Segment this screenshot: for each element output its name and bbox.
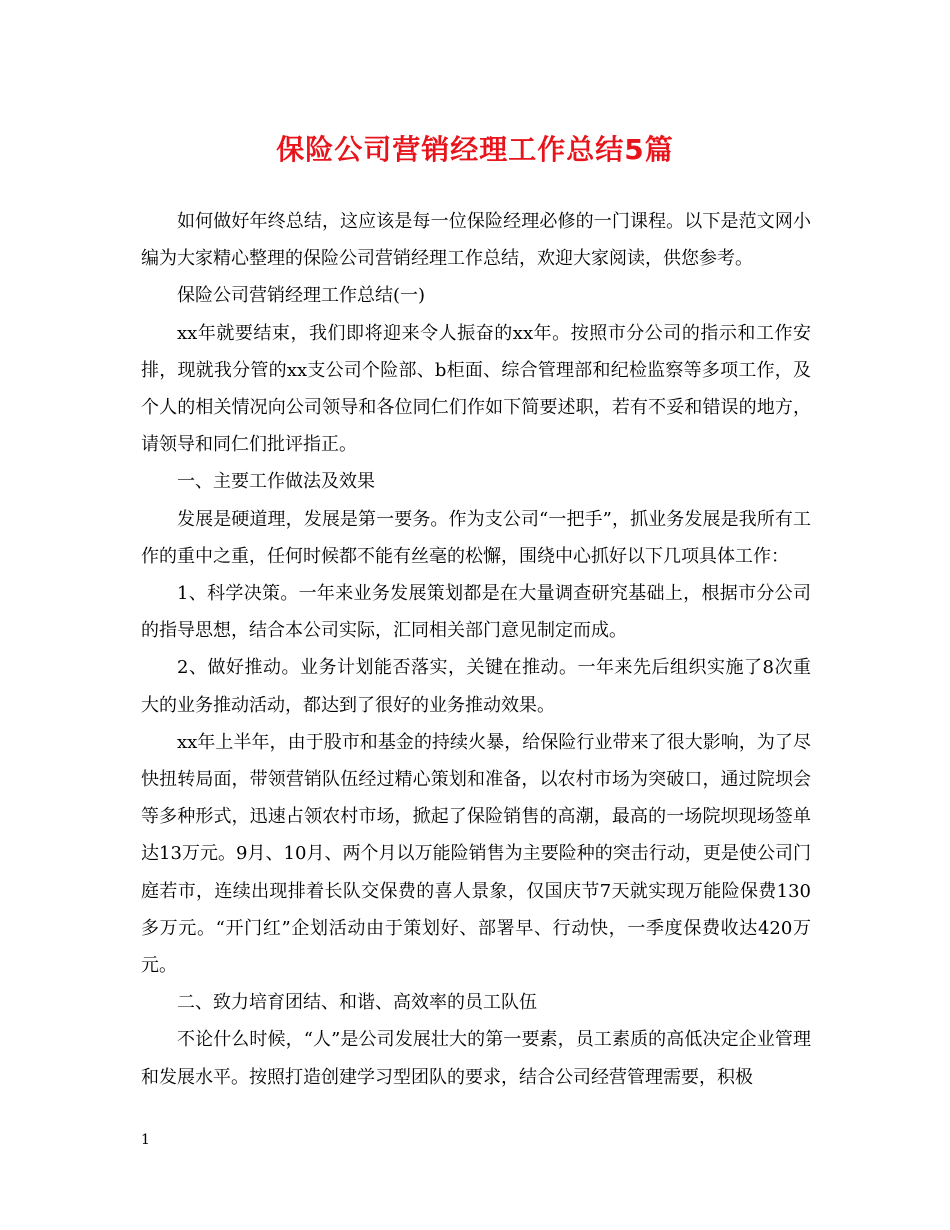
document-title: 保险公司营销经理工作总结5篇 [276,133,674,166]
list-item-promotion: 2、做好推动。业务计划能否落实，关键在推动。一年来先后组织实施了8次重大的业务推动活动，都达到了很好的业务推动效果。 [141,657,811,716]
paragraph: xx年就要结束，我们即将迎来令人振奋的xx年。按照市分公司的指示和工作安排，现就我分管的xx支公司个险部、b柜面、综合管理部和纪检监察等多项工作，及个人的相关情况向公司领导和各位同仁们作如下简要述职，若有不妥和错误的地方，请领导和同仁们批评指正。 [141,322,811,456]
document-body [141,203,811,1096]
section-heading-team: 二、致力培育团结、和谐、高效率的员工队伍 [177,992,537,1014]
paragraph: xx年上半年，由于股市和基金的持续火暴，给保险行业带来了很大影响，为了尽快扭转局面，带领营销队伍经过精心策划和准备，以农村市场为突破口，通过院坝会等多种形式，迅速占领农村市场，掀起了保险销售的高潮，最高的一场院坝现场签单达13万元。9月、10月、两个月以万能险销售为主要险种的突击行动，更是使公司门庭若市，连续出现排着长队交保费的喜人景象，仅国庆节7天就实现万能险保费130多万元。“开门红”企划活动由于策划好、部署早、行动快，一季度保费收达420万元。 [141,731,811,977]
paragraph-intro: 如何做好年终总结，这应该是每一位保险经理必修的一门课程。以下是范文网小编为大家精心整理的保险公司营销经理工作总结，欢迎大家阅读，供您参考。 [141,211,811,270]
page-number: 1 [141,1132,150,1148]
paragraph: 不论什么时候，“人”是公司发展壮大的第一要素，员工素质的高低决定企业管理和发展水平。按照打造创建学习型团队的要求，结合公司经营管理需要，积极 [141,1029,811,1088]
section-heading-main-work: 一、主要工作做法及效果 [177,471,375,493]
list-item-decision: 1、科学决策。一年来业务发展策划都是在大量调查研究基础上，根据市分公司的指导思想，结合本公司实际，汇同相关部门意见制定而成。 [141,583,811,642]
paragraph: 发展是硬道理，发展是第一要务。作为支公司“一把手”，抓业务发展是我所有工作的重中之重，任何时候都不能有丝毫的松懈，围绕中心抓好以下几项具体工作： [141,508,811,567]
section-heading-summary-1: 保险公司营销经理工作总结(一) [177,285,426,307]
